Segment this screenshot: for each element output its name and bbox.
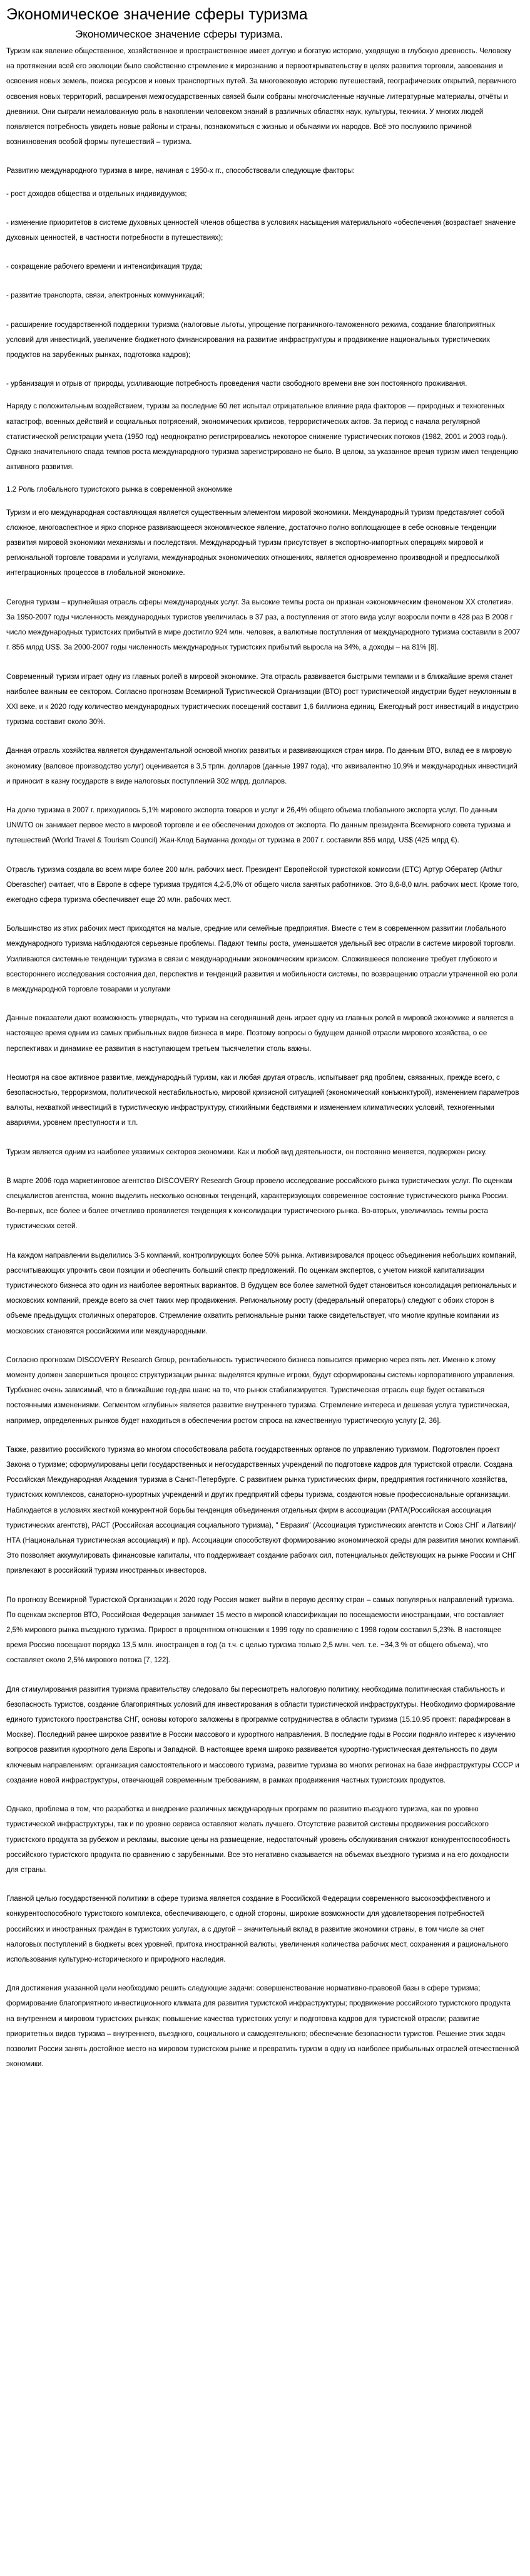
text-block [6, 259, 521, 274]
paragraph: Для достижения указанной цели необходимо решить следующие задачи: совершенствование нормативно-правовой базы в сфере туризма; формирование благоприятного инвестиционного климата для развития туристской инфраструктуры; продвижение российского туристского продукта на внутреннем и мировом туристских рынках; повышение качества туристских услуг и подготовка кадров для туристской отрасли; развитие приоритетных видов туризма – внутреннего, въездного, социального и самодеятельного; обеспечение безопасности туристов. Решение этих задач позволит России занять достойное место на мировом туристском рынке и превратить туризм в одну из наиболее прибыльных отраслей отечественной экономики. [6, 1984, 519, 2069]
paragraph: В марте 2006 года маркетинговое агентство DISCOVERY Research Group провело исследование российского рынка туристических услуг. По оценкам специалистов агентства, можно выделить несколько основных тенденций, характеризующих современное состояние туристического рынка России. Во-первых, все более и более отчетливо проявляется тенденция к консолидации туристического рынка. Во-вторых, увеличилась темпы роста туристических сетей. [6, 1176, 512, 1231]
text-block [6, 595, 521, 656]
paragraph: Также, развитию российского туризма во многом способствовала работа государственных органов по управлению туризмом. Подготовлен проект Закона о туризме; сформулированы цепи государственных и негосударственных учреждений по подготовке кадров для туристской отрасли. Создана Российская Международная Академия туризма в Санкт-Петербурге. С развитием рынка туристических фирм, предприятия гостиничного хозяйства, туристских комплексов, санаторно-курортных учреждений и других предприятий сферы туризма, создаются новые профессиональные организации. Наблюдается в условиях жесткой конкурентной борьбы тенденция объединения отдельных фирм в ассоциации (РАТА(Российская ассоциация туристических агентств), РАСТ (Российская ассоциация социального туризма), " Евразия" (Ассоциация туристических агентств и Союз СНГ и Латвии)/НТА (Национальная туристическая ассоциация) и пр). Ассоциации способствуют формированию экономической среды для развития многих компаний. Это позволяет аккумулировать финансовые капиталы, что поддерживает создание рабочих сил, потенциальных действующих на рынке России и СНГ привлекают в российский туризм иностранных инвесторов. [6, 1445, 521, 1575]
paragraph: Современный туризм играет одну из главных ролей в мировой экономике. Эта отрасль развивается быстрыми темпами и в ближайшие время станет наиболее важным ее сектором. Согласно прогнозам Всемирной Туристической Организации (ВТО) рост туристической индустрии будет неуклонным в XXI веке, и к 2020 году количество международных туристических посещений составит 1,6 биллиона единиц. Ежегодный рост инвестиций в индустрию туризма составит около 30%. [6, 672, 519, 727]
text-block [6, 1070, 521, 1131]
document-body [6, 44, 521, 2072]
paragraph: - изменение приоритетов в системе духовных ценностей членов общества в условиях насыщения материального «обеспечения (возрастает значение духовных ценностей, в частности потребности в путешествиях); [6, 218, 516, 242]
text-block [6, 482, 521, 497]
paragraph: На долю туризма в 2007 г. приходилось 5,1% мирового экспорта товаров и услуг и 26,4% общего объема глобального экспорта услуг. По данным UNWTO он занимает первое место в мировой торговле и ее обеспечении доходов от экспорта. По данным президента Всемирного совета туризма и путешествий (World Travel & Tourism Council) Жан-Клод Бауманна доходы от туризма в 2007 г. составили 856 млрд. US$ (425 млрд €). [6, 805, 511, 845]
paragraph: Для стимулирования развития туризма правительству следовало бы пересмотреть налоговую политику, необходима политическая стабильность и безопасность туристов, создание благоприятных условий для инвестирования в области туристической инфраструктуры. Необходимо формирование единого туристского пространства СНГ, основы которого заложены в программе сотрудничества в области туризма (15.10.95 проект: парафирован в Москве). Последний ранее широкое развитие в России массового и курортного направления. В последние годы в России подняло интерес к изучению вопросов развития курортного дела Европы и Западной. В настоящее время широко развивается курортно-туристическая деятельность по двум ключевым направлениям: организация самостоятельного и массового туризма, развитие туризма во многих регионах на базе инфраструктуры СССР и создание новой инфраструктуры, отвечающей современным требованиям, в рамках продвижения частных туристских продуктов. [6, 1685, 519, 1784]
paragraph: Туризм и его международная составляющая является существенным элементом мировой экономики. Международный туризм представляет собой сложное, многоаспектное и ярко спорное развивающееся экономическое явление, достаточно полно воплощающее в себе основные тенденции развития мировой экономики механизмы и последствия. Международный туризм присутствует в экспортно-импортных операциях мировой и региональной торговле товарами и услугами, международных экономических отношениях, является одновременно производной и предпосылкой интеграционных процессов в глобальной экономике. [6, 508, 504, 577]
text-block [6, 44, 521, 150]
text-block [6, 1593, 521, 1668]
text-block [6, 187, 521, 202]
paragraph: Данная отрасль хозяйства является фундаментальной основой многих развитых и развивающихся стран мира. По данным ВТО, вклад ее в мировую экономику (валовое производство услуг) оценивается в 3,5 трлн. долларов (данные 1997 года), что эквивалентно 10,9% и международных инвестиций и приносит в казну государств в виде налоговых поступлений 302 млрд. долларов. [6, 747, 517, 785]
paragraph: 1.2 Роль глобального туристского рынка в современной экономике [6, 485, 233, 494]
text-block [6, 505, 521, 581]
paragraph: - сокращение рабочего времени и интенсификация труда; [6, 262, 203, 271]
text-block [6, 1682, 521, 1788]
text-block [6, 803, 521, 849]
text-block [6, 921, 521, 997]
page-title: Экономическое значение сферы туризма [6, 6, 308, 23]
paragraph: - рост доходов общества и отдельных индивидуумов; [6, 189, 187, 198]
paragraph: - расширение государственной поддержки туризма (налоговые льготы, упрощение пограничного-таможенного режима, создание благоприятных условий для инвестиций, увеличение бюджетного финансирования на развитие инфраструктуры и продвижение национальных туристических продуктов на зарубежных рынках, подготовка кадров); [6, 320, 496, 360]
paragraph: Большинство из этих рабочих мест приходятся на малые, средние или семейные предприятия. Вместе с тем в современном развитии глобального международного туризма наблюдаются серьезные проблемы. Падают темпы роста, уменьшается удельный вес отрасли в системе мировой торговли. Усиливаются системные тенденции туризма в связи с международными экономическим кризисом. Сложившееся положение требует глубокого и всестороннего исследования состояния дел, перспектив и тенденций развития и мобильности системы, по возвращению отрасли утраченной ею роли в международной торговле товарами и услугами [6, 924, 517, 993]
text-block [6, 318, 521, 363]
text-block [6, 1891, 521, 1967]
text-block [6, 1353, 521, 1429]
paragraph: Сегодня туризм – крупнейшая отрасль сферы международных услуг. За высокие темпы роста он признан «экономическим феноменом XX столетия». За 1950-2007 годы численность международных туристов увеличилась в 37 раз, а поступления от этого вида услуг возросли почти в 428 раз В 2008 г число международных туристских прибытий в мире достигло 924 млн. человек, а валютные поступления от международного туризма составили в 2007 г. 856 млрд US$. За 2000-2007 годы численность международных туристских прибытий выросла на 34%, а доходы – на 81% [8]. [6, 597, 521, 652]
paragraph: Туризм является одним из наиболее уязвимых секторов экономики. Как и любой вид деятельности, он постоянно меняется, подвержен риску. [6, 1147, 487, 1156]
text-block [6, 1145, 521, 1160]
paragraph: Несмотря на свое активное развитие, международный туризм, как и любая другая отрасль, испытывает ряд проблем, связанных, прежде всего, с безопасностью, терроризмом, политической нестабильностью, мировой кризисной ситуацией (экономический конъюнктурой), изменением параметров валюты, нехваткой инвестиций в туристическую инфраструктуру, стихийными бедствиями и изменением климатических условий, техногенными авариями, уровнем преступности и т.п. [6, 1073, 519, 1127]
text-block [6, 1442, 521, 1579]
paragraph: Наряду с положительным воздействием, туризм за последние 60 лет испытал отрицательное влияние ряда факторов — природных и техногенных катастроф, военных действий и социальных потрясений, экономических кризисов, террористических актов. За период с начала регулярной статистической регистрации учета (1950 год) неоднократно регистрировались некоторое снижение туристических потоков (1982, 2001 и 2003 годы). Однако значительного спада темпов роста международного туризма зарегистрировано не было. В целом, за указанное время туризм имел тенденцию активного развития. [6, 402, 518, 472]
paragraph: Согласно прогнозам DISCOVERY Research Group, рентабельность туристического бизнеса повысится примерно через пять лет. Именно к этому моменту должен завершиться процесс структуризации рынка: выделятся крупные игроки, будут сформированы системы корпоративного управления. Турбизнес очень зависимый, что в ближайшие год-два шанс на то, что рынок стабилизируется. Туристическая отрасль еще будет оставаться постоянными изменениями. Сегментом «глубины» является развитие внутреннего туризма. Стремление интереса и дешевая услуга туристическая, например, определенных рынков будет находиться в обеспечении ростом спроса на качественную туристическую услугу [2, 36]. [6, 1355, 515, 1425]
paragraph: Данные показатели дают возможность утверждать, что туризм на сегодняшний день играет одну из главных ролей в мировой экономике и является в настоящее время одним из самых прибыльных видов бизнеса в мире. Поэтому вопросы о будущем данной отрасли мирового хозяйства, о ее перспективах и динамике ее развития в наступающем третьем тысячелетии столь важны. [6, 1014, 514, 1053]
text-block [6, 1248, 521, 1339]
text-block [6, 288, 521, 303]
paragraph: Главной целью государственной политики в сфере туризма является создание в Российской Федерации современного высокоэффективного и конкурентоспособного туристского комплекса, обеспечивающего, с одной стороны, широкие возможности для удовлетворения потребностей российских и иностранных граждан в туристских услугах, а с другой – значительный вклад в развитие экономики страны, в том числе за счет налоговых поступлений в бюджеты всех уровней, притока иностранной валюты, увеличения количества рабочих мест, сохранения и рационального использования культурно-исторического и природного наследия. [6, 1895, 509, 1963]
document-page [6, 0, 521, 2072]
page-subtitle: Экономическое значение сферы туризма. [75, 28, 283, 40]
paragraph: По прогнозу Всемирной Туристской Организации к 2020 году Россия может выйти в первую десятку стран – самых популярных направлений туризма. По оценкам экспертов ВТО, Российская Федерация занимает 15 место в мировой классификации по посещаемости иностранцами, что составляет 2,5% мирового рынка въездного туризма. Прирост в процентном отношении к 1999 году по сравнению с 1998 годом составил 5,23%. В настоящее время Россию посещают порядка 13,5 млн. иностранцев в год (а т.ч. с целью туризма только 2,5 млн. чел. т.е. ~34,3 % от общего объема), что составляет около 2,5% мирового потока [7, 122]. [6, 1595, 514, 1665]
paragraph: - урбанизация и отрыв от природы, усиливающие потребность проведения части свободного времени вне зон постоянного проживания. [6, 380, 467, 388]
text-block [6, 399, 521, 475]
paragraph: Развитию международного туризма в мире, начиная с 1950-х гг., способствовали следующие факторы: [6, 167, 355, 175]
text-block [6, 1174, 521, 1234]
text-block [6, 1981, 521, 2072]
paragraph: Отрасль туризма создала во всем мире более 200 млн. рабочих мест. Президент Европейской туристской комиссии (ETC) Артур Обератер (Arthur Oberascher) считает, что в Европе в сфере туризма трудятся 4,2-5,0% от общего числа занятых работников. Это 8,6-8,0 млн. рабочих мест. Кроме того, ежегодно сфера туризма обеспечивает еще 20 млн. рабочих мест. [6, 865, 519, 904]
paragraph: - развитие транспорта, связи, электронных коммуникаций; [6, 291, 205, 300]
text-block [6, 215, 521, 246]
text-block [6, 862, 521, 908]
paragraph: На каждом направлении выделились 3-5 компаний, контролирующих более 50% рынка. Активизировался процесс объединения небольших компаний, рассчитывающих упрочить свои позиции и обеспечить больший спектр предложений. По оценкам экспертов, с учетом низкой капитализации туристического бизнеса это один из наиболее вероятных вариантов. В будущем все более заметной будет становиться консолидация региональных и московских компаний, прежде всего за счет таких мер продвижения. Региональному росту (федеральный операторы) следуют с обоих сторон в объеме предыдущих столичных операторов. Стремление охватить региональные рынки также свидетельствует, что многие крупные компании из московских становятся российскими или международными. [6, 1251, 517, 1335]
paragraph: Туризм как явление общественное, хозяйственное и пространственное имеет долгую и богатую историю, уходящую в глубокую древность. Человеку на протяжении всей его эволюции было свойственно стремление к мирознанию и первооткрывательству в целях развития торговли, завоевания и освоения новых земель, поиска ресурсов и новых транспортных путей. За многовековую историю путешествий, географических открытий, первичного освоения новых территорий, расширения межгосударственных связей были собраны многочисленные научные литературные материалы, отчёты и дневники. Они сыграли немаловажную роль в накоплении человеком знаний в различных областях наук, культуры, техники. У многих людей появляется потребность увидеть новые районы и страны, познакомиться с жизнью и обычаями их народов. Всё это послужило причиной возникновения особой формы путешествий – туризма. [6, 47, 517, 147]
text-block [6, 163, 521, 178]
text-block [6, 743, 521, 789]
text-block [6, 1802, 521, 1878]
paragraph: Однако, проблема в том, что разработка и внедрение различных международных программ по развитию въездного туризма, как по уровню туристической инфраструктуры, так и по уровню сервиса оставляют желать лучшего. Отсутствие развитой системы продвижения российского туристского продукта за рубежом и рекламы, высокие цены на размещение, недостаточный уровень обслуживания снижают конкурентоспособность российского туристского продукта по сравнению с зарубежными. Все это негативно сказывается на объемах въездного туризма и на его доходности для страны. [6, 1805, 511, 1874]
text-block [6, 1011, 521, 1057]
text-block [6, 376, 521, 391]
text-block [6, 670, 521, 730]
